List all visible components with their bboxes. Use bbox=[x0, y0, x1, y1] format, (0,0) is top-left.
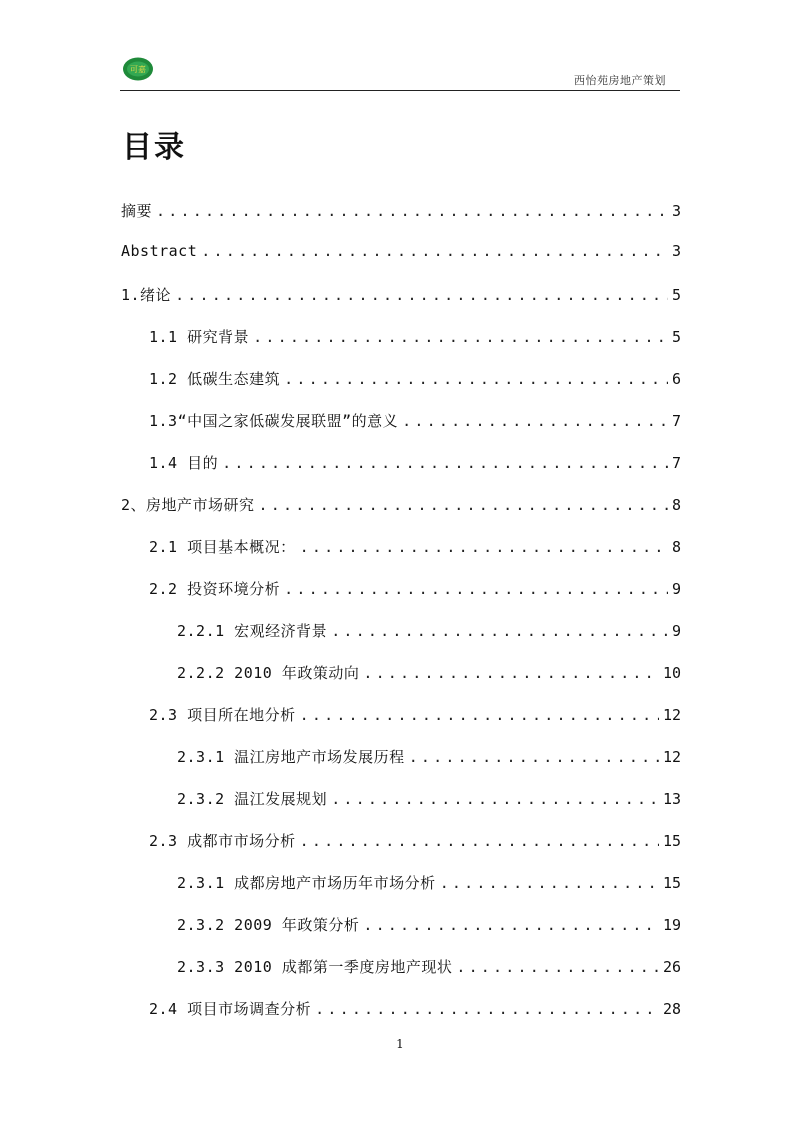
toc-entry[interactable] bbox=[121, 284, 681, 312]
toc-entry-page: 5 bbox=[671, 286, 681, 304]
toc-entry-label: 2.1 项目基本概况： bbox=[149, 538, 296, 556]
toc-entry-label: 1.绪论 bbox=[121, 286, 172, 304]
dot-leader bbox=[284, 370, 668, 388]
toc-entry-label: 1.1 研究背景 bbox=[149, 328, 250, 346]
toc-entry-page: 5 bbox=[671, 328, 681, 346]
toc-entry-page: 3 bbox=[671, 242, 681, 260]
toc-entry-label: 2.3 项目所在地分析 bbox=[149, 706, 296, 724]
toc-entry-label: 2.3.1 温江房地产市场发展历程 bbox=[177, 748, 405, 766]
toc-entry-page: 8 bbox=[671, 496, 681, 514]
dot-leader bbox=[201, 242, 668, 260]
toc-entry-page: 28 bbox=[662, 1000, 681, 1018]
toc-entry-label: 2.3.2 2009 年政策分析 bbox=[177, 916, 360, 934]
toc-entry[interactable] bbox=[149, 452, 681, 480]
toc-entry[interactable] bbox=[177, 620, 681, 648]
toc-entry-page: 9 bbox=[671, 580, 681, 598]
toc-entry-page: 26 bbox=[662, 958, 681, 976]
toc-entry-page: 19 bbox=[662, 916, 681, 934]
toc-entry-label: 2.4 项目市场调查分析 bbox=[149, 1000, 312, 1018]
toc-entry[interactable] bbox=[149, 830, 681, 858]
toc-entry-label: 1.4 目的 bbox=[149, 454, 219, 472]
company-logo bbox=[122, 56, 154, 82]
toc-entry-page: 6 bbox=[671, 370, 681, 388]
toc-entry-label: 2.3.2 温江发展规划 bbox=[177, 790, 328, 808]
toc-entry[interactable] bbox=[177, 788, 681, 816]
toc-entry-page: 15 bbox=[662, 832, 681, 850]
dot-leader bbox=[409, 748, 659, 766]
toc-entry-label: 1.3“中国之家低碳发展联盟”的意义 bbox=[149, 412, 399, 430]
toc-entry[interactable] bbox=[149, 536, 681, 564]
toc-entry-label: 2.2 投资环境分析 bbox=[149, 580, 281, 598]
toc-entry-page: 7 bbox=[671, 412, 681, 430]
toc-entry-label: 2.2.2 2010 年政策动向 bbox=[177, 664, 360, 682]
toc-entry-label: 2.3 成都市市场分析 bbox=[149, 832, 296, 850]
dot-leader bbox=[284, 580, 668, 598]
toc-entry[interactable] bbox=[177, 872, 681, 900]
toc-entry-page: 13 bbox=[662, 790, 681, 808]
toc-entry-page: 12 bbox=[662, 706, 681, 724]
toc-entry[interactable] bbox=[149, 410, 681, 438]
dot-leader bbox=[300, 832, 659, 850]
dot-leader bbox=[300, 538, 668, 556]
logo-text: 可嘉 bbox=[130, 65, 146, 74]
toc-entry[interactable] bbox=[149, 326, 681, 354]
toc-entry-page: 7 bbox=[671, 454, 681, 472]
toc-entry[interactable] bbox=[121, 200, 681, 228]
dot-leader bbox=[456, 958, 659, 976]
toc-entry[interactable] bbox=[149, 578, 681, 606]
dot-leader bbox=[222, 454, 668, 472]
toc-entry-page: 12 bbox=[662, 748, 681, 766]
toc-entry-label: 2.3.1 成都房地产市场历年市场分析 bbox=[177, 874, 436, 892]
toc-entry-label: 2、房地产市场研究 bbox=[121, 496, 255, 514]
page-number: 1 bbox=[396, 1037, 404, 1051]
toc-entry-label: Abstract bbox=[121, 242, 198, 260]
toc-entry[interactable] bbox=[177, 956, 681, 984]
toc-entry[interactable] bbox=[177, 662, 681, 690]
toc-entry-page: 9 bbox=[671, 622, 681, 640]
dot-leader bbox=[440, 874, 659, 892]
toc-entry[interactable] bbox=[149, 704, 681, 732]
page-header bbox=[120, 52, 680, 91]
toc-entry[interactable] bbox=[177, 746, 681, 774]
dot-leader bbox=[156, 202, 668, 220]
dot-leader bbox=[315, 1000, 659, 1018]
toc-entry-page: 8 bbox=[671, 538, 681, 556]
dot-leader bbox=[253, 328, 668, 346]
toc-entry-page: 15 bbox=[662, 874, 681, 892]
dot-leader bbox=[331, 622, 668, 640]
dot-leader bbox=[331, 790, 659, 808]
toc-title: 目录 bbox=[122, 130, 186, 165]
toc-entry-label: 2.3.3 2010 成都第一季度房地产现状 bbox=[177, 958, 453, 976]
toc-entry-page: 3 bbox=[671, 202, 681, 220]
toc-entry[interactable] bbox=[121, 242, 681, 270]
toc-entry[interactable] bbox=[149, 998, 681, 1026]
dot-leader bbox=[175, 286, 668, 304]
dot-leader bbox=[363, 916, 659, 934]
toc-entry-label: 摘要 bbox=[121, 202, 153, 220]
dot-leader bbox=[300, 706, 659, 724]
toc-entry[interactable] bbox=[121, 494, 681, 522]
toc-entry-page: 10 bbox=[662, 664, 681, 682]
dot-leader bbox=[402, 412, 668, 430]
header-title: 西怡苑房地产策划 bbox=[574, 74, 666, 87]
toc-entry-label: 1.2 低碳生态建筑 bbox=[149, 370, 281, 388]
dot-leader bbox=[259, 496, 668, 514]
toc-entry-label: 2.2.1 宏观经济背景 bbox=[177, 622, 328, 640]
toc-entry[interactable] bbox=[177, 914, 681, 942]
toc-entry[interactable] bbox=[149, 368, 681, 396]
dot-leader bbox=[363, 664, 659, 682]
